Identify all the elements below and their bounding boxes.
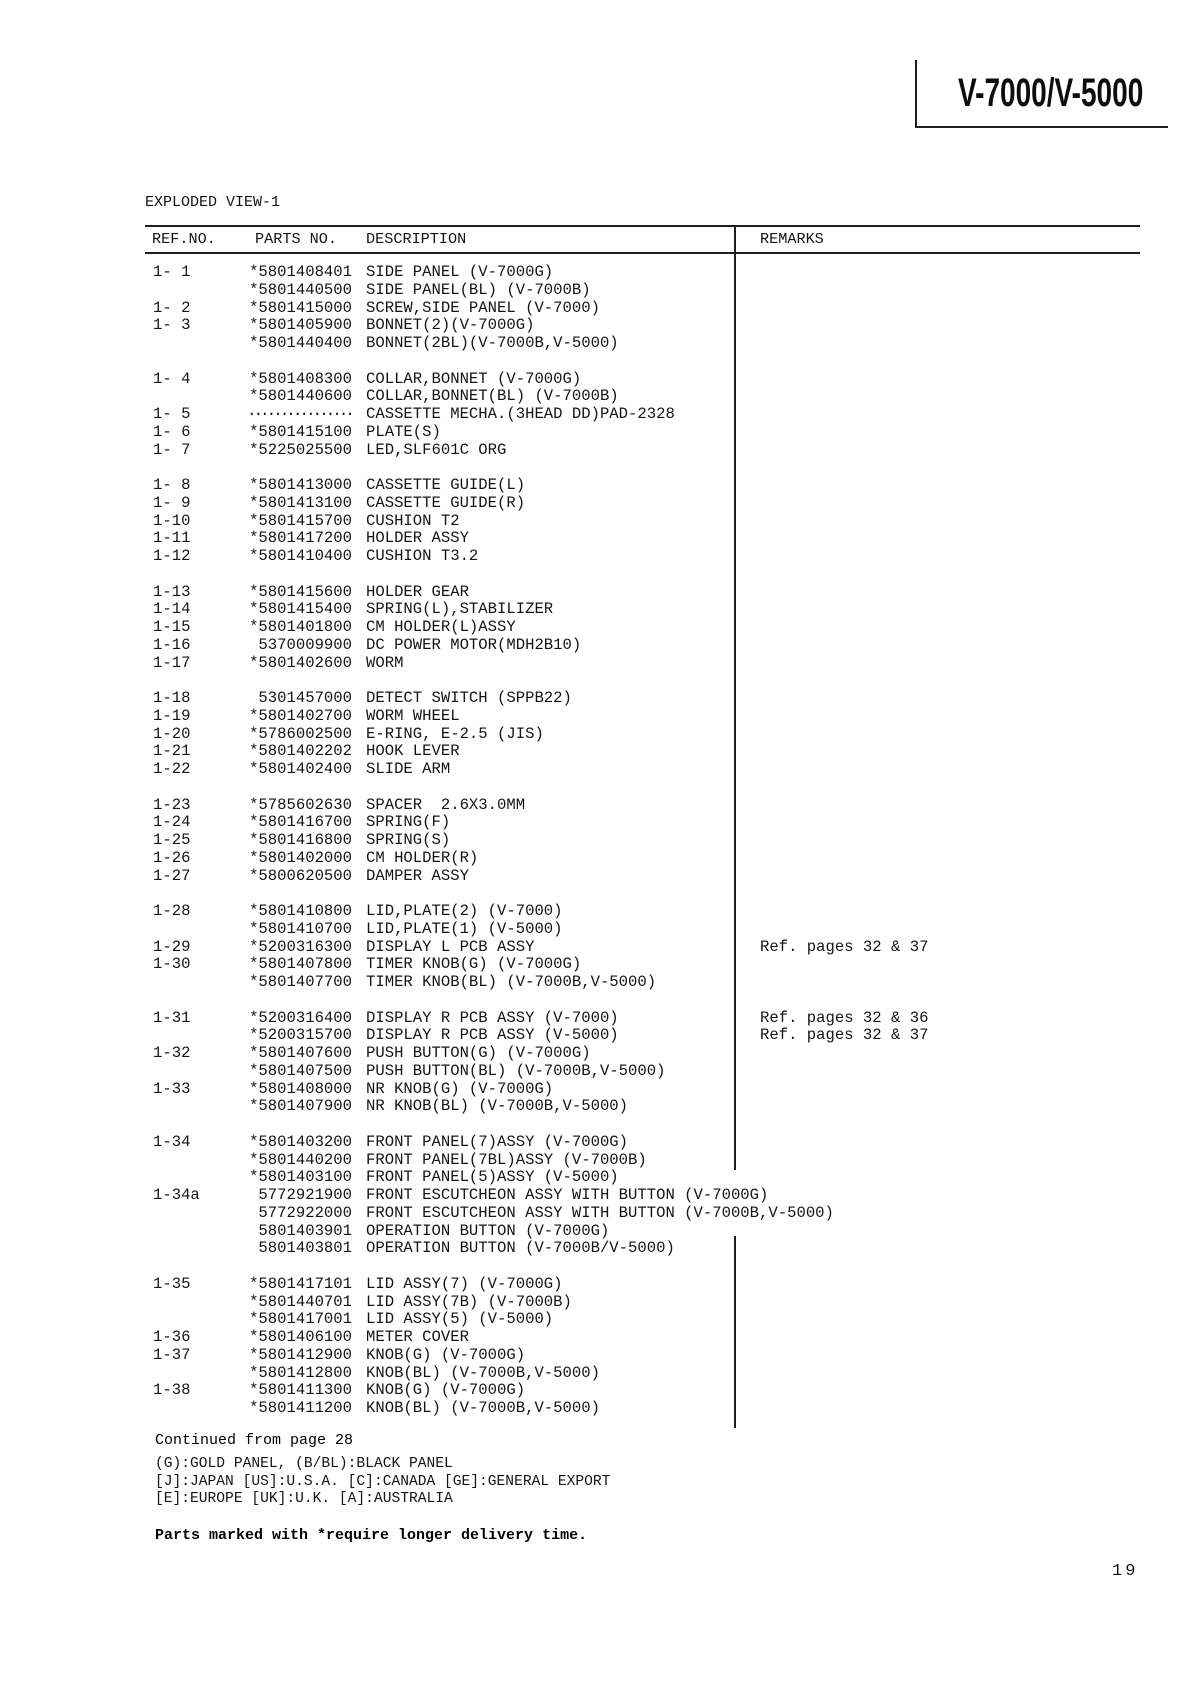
description-cell: KNOB(G) (V-7000G) [366,1381,526,1400]
ref-no-cell: 1-15 [153,618,191,636]
ref-no-cell: 1-25 [153,831,191,849]
ref-no-cell: 1- 7 [153,440,191,459]
description-cell: LID,PLATE(1) (V-5000) [366,919,563,938]
parts-row [0,850,1191,868]
delivery-note: Parts marked with *require longer delivery time. [155,1527,588,1544]
parts-row [0,1347,1191,1365]
description-cell: DISPLAY L PCB ASSY [366,937,535,956]
description-cell: OPERATION BUTTON (V-7000B/V-5000) [366,1239,675,1258]
parts-row [0,424,1191,442]
legend-line: (G):GOLD PANEL, (B/BL):BLACK PANEL [155,1456,453,1472]
description-cell: SPRING(S) [366,831,451,849]
parts-no-cell: 5801403801 [258,1239,352,1258]
table-top-rule [145,225,1140,227]
ref-no-cell: 1-14 [153,600,191,619]
parts-row [0,1400,1191,1418]
parts-no-cell: *5801410400 [249,547,352,565]
parts-no-cell: *5801440701 [249,1292,352,1311]
ref-no-cell: 1- 8 [153,476,191,494]
parts-no-cell: *5801440500 [249,280,352,299]
description-cell: SIDE PANEL(BL) (V-7000B) [366,280,591,299]
ref-no-cell: 1-31 [153,1008,191,1027]
parts-no-cell: *5801407500 [249,1061,352,1080]
column-header-description: DESCRIPTION [366,230,467,248]
parts-row [0,1152,1191,1170]
description-cell: PUSH BUTTON(G) (V-7000G) [366,1044,591,1062]
ref-no-cell: 1-34a [153,1186,200,1204]
parts-row [0,300,1191,318]
parts-row [0,814,1191,832]
column-header-ref-no: REF.NO. [152,230,216,248]
parts-row [0,601,1191,619]
remarks-cell: Ref. pages 32 & 37 [760,1026,929,1045]
parts-no-cell: *5800620500 [249,866,352,885]
legend-line: [E]:EUROPE [UK]:U.K. [A]:AUSTRALIA [155,1491,453,1507]
parts-row [0,1027,1191,1045]
description-cell: DAMPER ASSY [366,866,469,885]
parts-no-cell: *5801403200 [249,1132,352,1151]
ref-no-cell: 1-22 [153,760,191,778]
ref-no-cell: 1-36 [153,1328,191,1346]
ref-no-cell: 1-28 [153,902,191,920]
parts-row [0,1134,1191,1152]
description-cell: DISPLAY R PCB ASSY (V-5000) [366,1026,619,1045]
parts-no-cell: *5801402202 [249,742,352,761]
description-cell: CM HOLDER(R) [366,848,479,867]
section-title: EXPLODED VIEW-1 [145,194,281,211]
parts-no-cell: *5801411300 [249,1381,352,1400]
ref-no-cell: 1-38 [153,1381,191,1400]
parts-row [0,1329,1191,1347]
parts-no-cell: *5801412800 [249,1363,352,1382]
parts-no-cell: *5801417101 [249,1274,352,1293]
description-cell: LID,PLATE(2) (V-7000) [366,902,563,920]
description-cell: CASSETTE GUIDE(L) [366,476,526,494]
parts-no-cell: *5786002500 [249,724,352,743]
ref-no-cell: 1-32 [153,1044,191,1062]
description-cell: CUSHION T3.2 [366,547,479,565]
description-cell: TIMER KNOB(BL) (V-7000B,V-5000) [366,973,657,991]
parts-group [0,1010,1191,1117]
parts-group [0,690,1191,779]
parts-no-cell: *5801415600 [249,582,352,601]
description-cell: CM HOLDER(L)ASSY [366,618,516,636]
parts-no-cell: *5200316300 [249,937,352,956]
parts-row [0,1010,1191,1028]
parts-no-cell: *5801407700 [249,973,352,991]
ref-no-cell: 1-12 [153,547,191,565]
parts-row [0,406,1191,424]
parts-row [0,335,1191,353]
description-cell: CASSETTE MECHA.(3HEAD DD)PAD-2328 [366,405,675,423]
description-cell: METER COVER [366,1328,469,1346]
description-cell: SPACER 2.6X3.0MM [366,795,526,814]
ref-no-cell: 1-37 [153,1345,191,1364]
description-cell: LID ASSY(5) (V-5000) [366,1310,554,1329]
parts-no-cell: 5772922000 [258,1203,352,1222]
parts-row [0,761,1191,779]
ref-no-cell: 1-29 [153,937,191,956]
description-cell: FRONT PANEL(5)ASSY (V-5000) [366,1168,619,1187]
parts-group [0,584,1191,673]
description-cell: SPRING(F) [366,813,451,832]
description-cell: KNOB(BL) (V-7000B,V-5000) [366,1399,600,1417]
ref-no-cell: 1-16 [153,635,191,654]
parts-row [0,832,1191,850]
parts-row [0,921,1191,939]
ref-no-cell: 1-20 [153,724,191,743]
description-cell: KNOB(G) (V-7000G) [366,1345,526,1364]
ref-no-cell: 1-23 [153,795,191,814]
column-header-remarks: REMARKS [760,230,824,248]
description-cell: BONNET(2BL)(V-7000B,V-5000) [366,334,619,352]
description-cell: PLATE(S) [366,422,441,441]
parts-row [0,619,1191,637]
parts-row [0,1311,1191,1329]
legend-line: [J]:JAPAN [US]:U.S.A. [C]:CANADA [GE]:GENERAL EXPORT [155,1474,611,1490]
description-cell: OPERATION BUTTON (V-7000G) [366,1221,610,1240]
parts-no-cell: *5801417200 [249,529,352,548]
parts-no-cell: *5801407800 [249,955,352,974]
parts-row [0,1063,1191,1081]
parts-table-body [0,264,1191,1436]
parts-no-cell: 5301457000 [258,689,352,707]
parts-no-cell: *5801416800 [249,831,352,849]
ref-no-cell: 1-30 [153,955,191,974]
parts-no-cell: *5801410800 [249,902,352,920]
parts-row [0,530,1191,548]
parts-no-cell: *5801405900 [249,316,352,335]
parts-no-cell: *5225025500 [249,440,352,459]
description-cell: CUSHION T2 [366,511,460,530]
description-cell: LED,SLF601C ORG [366,440,507,459]
parts-row [0,1294,1191,1312]
parts-no-cell: *5801413100 [249,493,352,512]
parts-no-cell: *5801411200 [249,1399,352,1417]
description-cell: SCREW,SIDE PANEL (V-7000) [366,298,600,317]
remarks-cell: Ref. pages 32 & 36 [760,1008,929,1027]
parts-no-cell: *5801417001 [249,1310,352,1329]
parts-no-cell: *5801415400 [249,600,352,619]
parts-no-cell: *5801408000 [249,1079,352,1098]
description-cell: KNOB(BL) (V-7000B,V-5000) [366,1363,600,1382]
ref-no-cell: 1-19 [153,706,191,725]
parts-no-cell: *5801413000 [249,476,352,494]
ref-no-cell: 1- 3 [153,316,191,335]
parts-row [0,513,1191,531]
description-cell: COLLAR,BONNET (V-7000G) [366,369,582,388]
parts-no-cell: *5801415100 [249,422,352,441]
ref-no-cell: 1- 4 [153,369,191,388]
parts-row [0,956,1191,974]
ref-no-cell: 1-35 [153,1274,191,1293]
ref-no-cell: 1- 1 [153,263,191,281]
description-cell: NR KNOB(BL) (V-7000B,V-5000) [366,1097,629,1116]
parts-row [0,1365,1191,1383]
description-cell: FRONT ESCUTCHEON ASSY WITH BUTTON (V-7000B,V-5000) [366,1203,834,1222]
parts-row [0,743,1191,761]
parts-row [0,442,1191,460]
ref-no-cell: 1-13 [153,582,191,601]
description-cell: TIMER KNOB(G) (V-7000G) [366,955,582,974]
parts-row [0,388,1191,406]
description-cell: DC POWER MOTOR(MDH2B10) [366,635,582,654]
continued-note: Continued from page 28 [155,1432,354,1449]
description-cell: SPRING(L),STABILIZER [366,600,554,619]
description-cell: BONNET(2)(V-7000G) [366,316,535,335]
parts-row [0,317,1191,335]
description-cell: HOLDER ASSY [366,529,469,548]
parts-row [0,1187,1191,1205]
parts-no-cell: *5801416700 [249,813,352,832]
description-cell: SLIDE ARM [366,760,451,778]
header-divider-vertical [915,60,917,127]
description-cell: HOLDER GEAR [366,582,469,601]
parts-row [0,1276,1191,1294]
description-cell: LID ASSY(7B) (V-7000B) [366,1292,572,1311]
parts-no-cell: *5801415000 [249,298,352,317]
description-cell: PUSH BUTTON(BL) (V-7000B,V-5000) [366,1061,666,1080]
ref-no-cell: 1-27 [153,866,191,885]
description-cell: SIDE PANEL (V-7000G) [366,263,554,281]
parts-no-cell: *5801408300 [249,369,352,388]
parts-row [0,264,1191,282]
parts-no-cell: ················ [247,405,352,423]
parts-no-cell: *5801403100 [249,1168,352,1187]
parts-no-cell: *5801410700 [249,919,352,938]
parts-row [0,708,1191,726]
parts-group [0,477,1191,566]
description-cell: E-RING, E-2.5 (JIS) [366,724,544,743]
parts-no-cell: *5801408401 [249,263,352,281]
description-cell: FRONT PANEL(7BL)ASSY (V-7000B) [366,1150,647,1169]
ref-no-cell: 1- 6 [153,422,191,441]
remarks-cell: Ref. pages 32 & 37 [760,937,929,956]
parts-group [0,797,1191,886]
description-cell: LID ASSY(7) (V-7000G) [366,1274,563,1293]
parts-group [0,1276,1191,1418]
ref-no-cell: 1-33 [153,1079,191,1098]
parts-row [0,939,1191,957]
parts-no-cell: *5200316400 [249,1008,352,1027]
parts-no-cell: *5801402700 [249,706,352,725]
parts-row [0,477,1191,495]
table-header [0,231,1191,249]
ref-no-cell: 1-21 [153,742,191,761]
parts-row [0,1240,1191,1258]
parts-no-cell: *5801440200 [249,1150,352,1169]
parts-no-cell: *5801412900 [249,1345,352,1364]
parts-row [0,1382,1191,1400]
parts-no-cell: *5801406100 [249,1328,352,1346]
parts-no-cell: *5801407600 [249,1044,352,1062]
parts-no-cell: *5801440400 [249,334,352,352]
description-cell: NR KNOB(G) (V-7000G) [366,1079,554,1098]
model-title: V-7000/V-5000 [958,71,1144,115]
ref-no-cell: 1-34 [153,1132,191,1151]
description-cell: FRONT ESCUTCHEON ASSY WITH BUTTON (V-7000G) [366,1186,769,1204]
parts-row [0,1081,1191,1099]
parts-no-cell: *5801407900 [249,1097,352,1116]
parts-row [0,637,1191,655]
parts-no-cell: *5200315700 [249,1026,352,1045]
parts-row [0,655,1191,673]
page-number: 19 [1112,1562,1139,1581]
parts-no-cell: *5801402400 [249,760,352,778]
ref-no-cell: 1-10 [153,511,191,530]
parts-no-cell: 5370009900 [258,635,352,654]
ref-no-cell: 1-18 [153,689,191,707]
ref-no-cell: 1-24 [153,813,191,832]
parts-no-cell: 5801403901 [258,1221,352,1240]
column-header-parts-no: PARTS NO. [255,230,338,248]
parts-no-cell: *5801402600 [249,653,352,672]
parts-row [0,282,1191,300]
description-cell: DETECT SWITCH (SPPB22) [366,689,572,707]
parts-no-cell: 5772921900 [258,1186,352,1204]
header-divider-horizontal [915,126,1168,128]
parts-no-cell: *5801415700 [249,511,352,530]
ref-no-cell: 1-17 [153,653,191,672]
parts-row [0,690,1191,708]
description-cell: COLLAR,BONNET(BL) (V-7000B) [366,387,619,406]
parts-group [0,371,1191,460]
description-cell: CASSETTE GUIDE(R) [366,493,526,512]
description-cell: DISPLAY R PCB ASSY (V-7000) [366,1008,619,1027]
parts-row [0,495,1191,513]
parts-row [0,726,1191,744]
parts-row [0,1045,1191,1063]
ref-no-cell: 1-11 [153,529,191,548]
ref-no-cell: 1-26 [153,848,191,867]
parts-no-cell: *5801440600 [249,387,352,406]
parts-group [0,264,1191,353]
description-cell: FRONT PANEL(7)ASSY (V-7000G) [366,1132,629,1151]
parts-row [0,1098,1191,1116]
description-cell: HOOK LEVER [366,742,460,761]
parts-row [0,371,1191,389]
parts-row [0,868,1191,886]
parts-row [0,974,1191,992]
parts-no-cell: *5801401800 [249,618,352,636]
parts-row [0,584,1191,602]
parts-no-cell: *5801402000 [249,848,352,867]
ref-no-cell: 1- 2 [153,298,191,317]
parts-no-cell: *5785602630 [249,795,352,814]
description-cell: WORM [366,653,404,672]
parts-group [0,903,1191,992]
description-cell: WORM WHEEL [366,706,460,725]
parts-row [0,1223,1191,1241]
ref-no-cell: 1- 9 [153,493,191,512]
parts-row [0,903,1191,921]
parts-row [0,1205,1191,1223]
parts-row [0,548,1191,566]
parts-row [0,797,1191,815]
parts-group [0,1134,1191,1258]
ref-no-cell: 1- 5 [153,405,191,423]
table-header-rule [145,252,1140,254]
parts-row [0,1169,1191,1187]
